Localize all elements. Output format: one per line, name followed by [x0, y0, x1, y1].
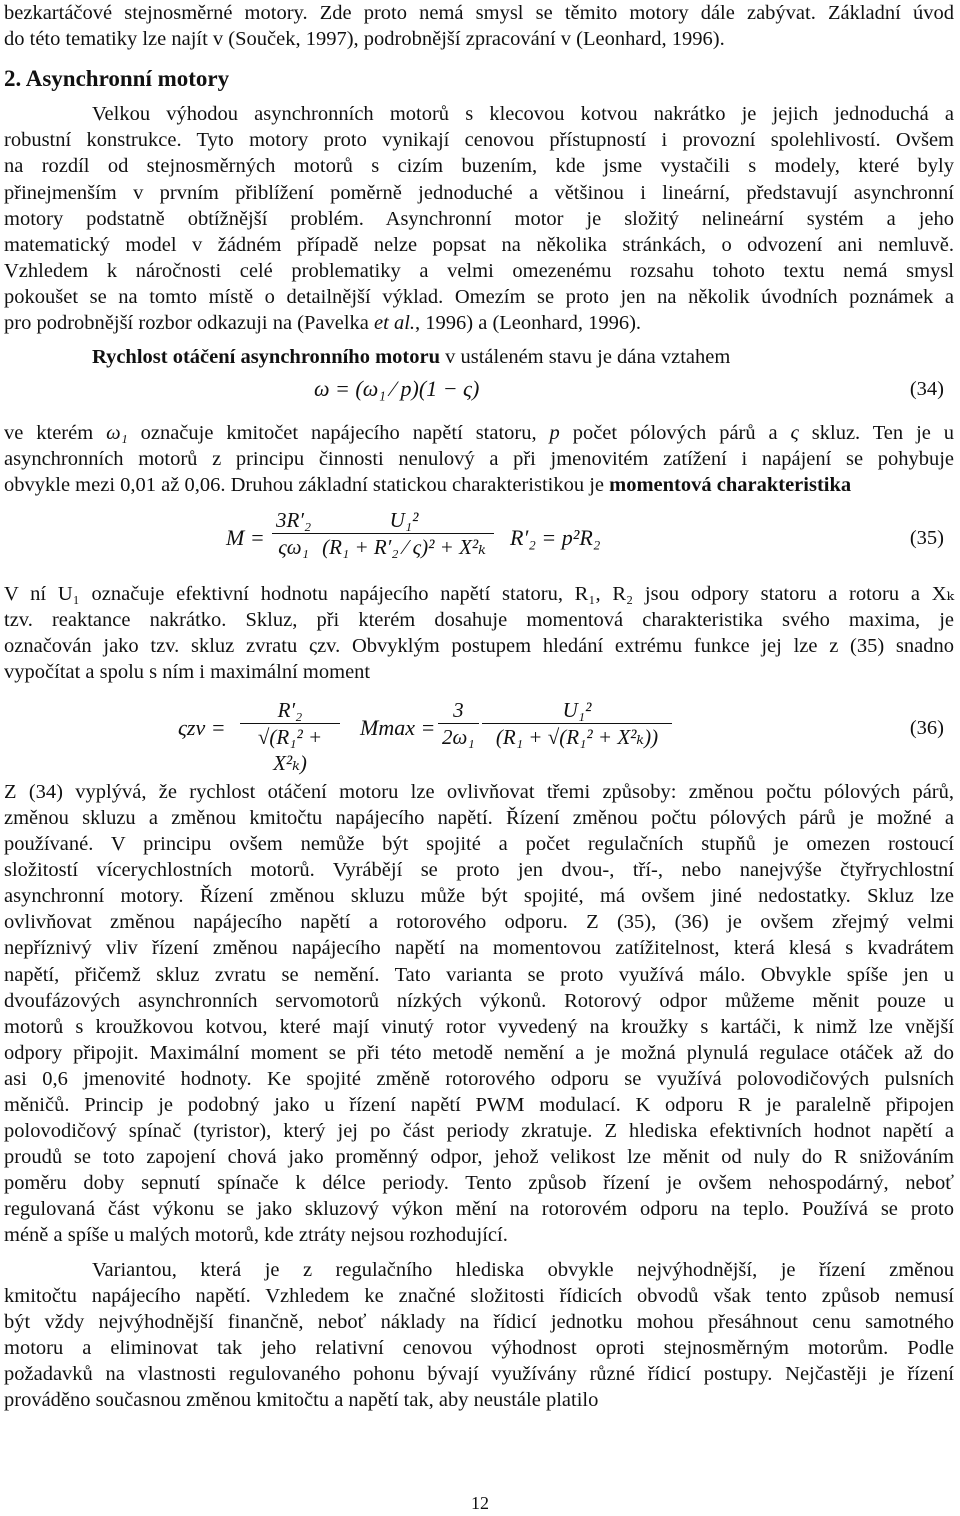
intro-line-2: do této tematiky lze najít v (Souček, 1997), podrobnější zpracování v (Leonhard, 1996).	[4, 28, 725, 51]
intro-line-1: bezkartáčové stejnosměrné motory. Zde proto nemá smysl se těmito motory dále zabývat. Základní úvod	[4, 2, 954, 24]
para4-line: asynchronní motory. Řízení změnou skluzu může být spojité, má ovšem jiné nedostatky. Skluz lze	[4, 885, 954, 908]
para1-last-line: pro podrobnější rozbor odkazuji na (Pavelka et al., 1996) a (Leonhard, 1996).	[4, 312, 642, 335]
torque-characteristic-term: momentová charakteristika	[609, 474, 852, 497]
para1-line: přinejmenším v prvním přiblížení poměrně jednoduché a většinou i lineární, představují asynchronní	[4, 181, 954, 204]
equation-34	[4, 370, 954, 420]
para3-line: vypočítat a spolu s ním i maximální moment	[4, 660, 371, 683]
para3-line: tzv. reaktance nakrátko. Skluz, při kterém dosahuje momentová charakteristika svého maxima, je	[4, 608, 954, 631]
paragraph-5	[4, 1257, 954, 1414]
para4-line: měničů. Princip je podobný jako u řízení napětí PWM modulací. K odporu R je paralelně připojen	[4, 1094, 954, 1116]
para1-line: motory podstatně obtížnější problém. Asynchronní motor je složitý nelineární systém a jeho	[4, 207, 954, 230]
para4-line: regulovaná část výkonu se jako skluzový výkon mění na rotorovém odporu na teplo. Používá se proto	[4, 1198, 954, 1221]
equation-36-number: (36)	[909, 716, 944, 739]
equation-35-number: (35)	[909, 526, 944, 549]
eq35-rhs: R′₂ = p²R₂	[510, 524, 601, 550]
paragraph-4	[4, 779, 954, 1249]
para1-line: pokoušet se na tomto místě o detailnější výklad. Omezím se proto jen na několik úvodních poznámek a	[4, 285, 954, 308]
para4-line: asi 0,6 jmenovité hodnoty. Ke spojité změně rotorového odporu se využívá polovodičových pulsních	[4, 1067, 954, 1090]
para4-line: napětí, přičemž skluz zvratu se nemění. Tato varianta se proto využívá málo. Obvykle spíše jen u	[4, 963, 954, 986]
eq36-lhs-2: Mmax =	[360, 714, 436, 740]
para4-line: odpory připojit. Maximální moment se při této metodě nemění a je možná plynulá regulace otáček až do	[4, 1041, 954, 1064]
eq36-fraction-3: $\frac{\text{U₁²}}{\text{(R₁ + √(R₁² + X²ₖ))}}$	[482, 697, 672, 750]
speed-term: Rychlost otáčení asynchronního motoru	[92, 346, 440, 369]
para4-line: dvoufázových asynchronních servomotorů nízkých výkonů. Rotorový odpor můžeme měnit pouze u	[4, 989, 954, 1012]
para4-line: polovodičový spínač (tyristor), který jej po část periody zkratuje. Z hlediska efektivních hodnot napětí a	[4, 1120, 954, 1143]
para2-line: ve kterém ω₁ označuje kmitočet napájecího napětí statoru, p počet pólových párů a ς skluz. Ten je u	[4, 422, 955, 445]
para3-line: V ní U₁ označuje efektivní hodnotu napájecího napětí statoru, R₁, R₂ jsou odpory statoru a rotoru a Xₖ	[4, 582, 954, 605]
para5-line: Variantou, která je z regulačního hlediska obvykle nejvýhodnější, je řízení změnou	[92, 1258, 954, 1281]
para4-line: ovlivňovat změnou napájecího napětí a rotorového odporu. Z (35), (36) je ovšem zřejmý velmi	[4, 911, 954, 934]
para4-last-line: méně a spíše u malých motorů, kde ztráty nejsou rozhodující.	[4, 1224, 508, 1247]
eq36-fraction-2: $\frac{3}{\text{2ω₁}}$	[438, 697, 479, 750]
para5-line: motoru a eliminovat tak jeho relativní cenovou výhodnost oproti stejnosměrným motorům. Podle	[4, 1336, 954, 1359]
para5-line: být vždy nejvýhodnější finančně, neboť náklady na řídicí jednotku mohou přesáhnout cenu samotného	[4, 1310, 954, 1333]
para1-line: robustní konstrukce. Tyto motory proto vynikají cenovou přístupností i provozní spolehlivostí. Ovšem	[4, 129, 954, 152]
paragraph-3	[4, 581, 954, 685]
para5-line: kmitočtu napájecího napětí. Vzhledem ke značné složitosti řídicích obvodů však tento způsob nemusí	[4, 1284, 954, 1307]
para2-line: obvykle mezi 0,01 až 0,06. Druhou základní statickou charakteristikou je momentová charakteristika	[4, 474, 852, 497]
para4-line: změnou skluzu a změnou kmitočtu napájecího napětí. Řízení změnou počtu pólových párů je možné a	[4, 806, 954, 829]
equation-36	[4, 685, 954, 779]
para4-line: nepříznivý vliv řízení změnou napájecího napětí na momentovou zatížitelnost, která klesá s kvadrátem	[4, 937, 954, 960]
para4-line: Z (34) vyplývá, že rychlost otáčení motoru lze ovlivňovat třemi způsoby: změnou počtu pólových párů,	[4, 780, 954, 803]
eq36-fraction-1: $\frac{\text{R′₂}}{\text{√(R₁² + X²ₖ)}}$	[240, 697, 340, 776]
para2-line: asynchronních motorů z principu činnosti nenulový a při jmenovitém zatížení i napájení se pohybuje	[4, 448, 954, 471]
document-page	[4, 0, 954, 1413]
para4-line: poměru doby sepnutí spínače k délce periody. Tento způsob řízení je ovšem nehospodárný, neboť	[4, 1172, 954, 1195]
equation-34-body: ω = (ω₁ ⁄ p)(1 − ς)	[314, 376, 480, 402]
eq35-fraction-1: $\frac{\text{3R′₂}}{\text{ςω₁}}$	[272, 507, 315, 560]
para1-line: Velkou výhodou asynchronních motorů s klecovou kotvou nakrátko je jejich jednoduchá a	[92, 103, 954, 126]
para5-last-line: prováděno současnou změnou kmitočtu a napětí tak, aby neustále platilo	[4, 1389, 599, 1412]
speed-intro-line: Rychlost otáčení asynchronního motoru v ustáleném stavu je dána vztahem	[92, 346, 731, 369]
para4-line: složitostí vícerychlostních motorů. Vyrábějí se proto jen dvou-, tří-, nebo nanejvýše čtyřrychlostní	[4, 859, 954, 882]
para4-line: proudů se toto zapojení chová jako proměnný odpor, jehož velikost lze měnit od nuly do R snižováním	[4, 1146, 954, 1169]
paragraph-2	[4, 420, 954, 498]
section-heading: 2. Asynchronní motory	[4, 66, 230, 92]
para1-line: matematický model v žádném případě nelze popsat na několika stránkách, o odvození ani nemluvě.	[4, 233, 954, 256]
eq35-fraction-2: $\frac{\text{U₁²}}{\text{(R₁ + R′₂ ⁄ ς)² + X²ₖ}}$	[314, 507, 494, 560]
para5-line: požadavků na vlastnosti regulovaného pohonu bývají využívány různé řídicí postupy. Nejčastěji je řízení	[4, 1362, 954, 1385]
paragraph-1	[4, 101, 954, 336]
page-number: 12	[471, 1493, 489, 1513]
para1-line: na rozdíl od stejnosměrných motorů s cizím buzením, kde jsme vystačili s modely, které byly	[4, 155, 954, 178]
para4-line: motorů s kroužkovou kotvou, které mají vinutý rotor vyvedený na kroužky s kartáči, k nimž lze vnější	[4, 1015, 954, 1038]
eq35-lhs: M =	[226, 524, 265, 550]
equation-35	[4, 499, 954, 581]
eq36-lhs-1: ςzv =	[178, 714, 226, 740]
equation-34-number: (34)	[909, 378, 944, 401]
para3-line: označován jako tzv. skluz zvratu ςzv. Obvyklým postupem hledání extrému funkce jej lze z (35) snadno	[4, 634, 954, 657]
para1-line: Vzhledem k náročnosti celé problematiky a velmi omezenému rozsahu tohoto textu nemá smysl	[4, 259, 954, 282]
para4-line: používané. V principu ovšem nemůže být spojité a počet regulačních stupňů je omezen rostoucí	[4, 833, 954, 856]
